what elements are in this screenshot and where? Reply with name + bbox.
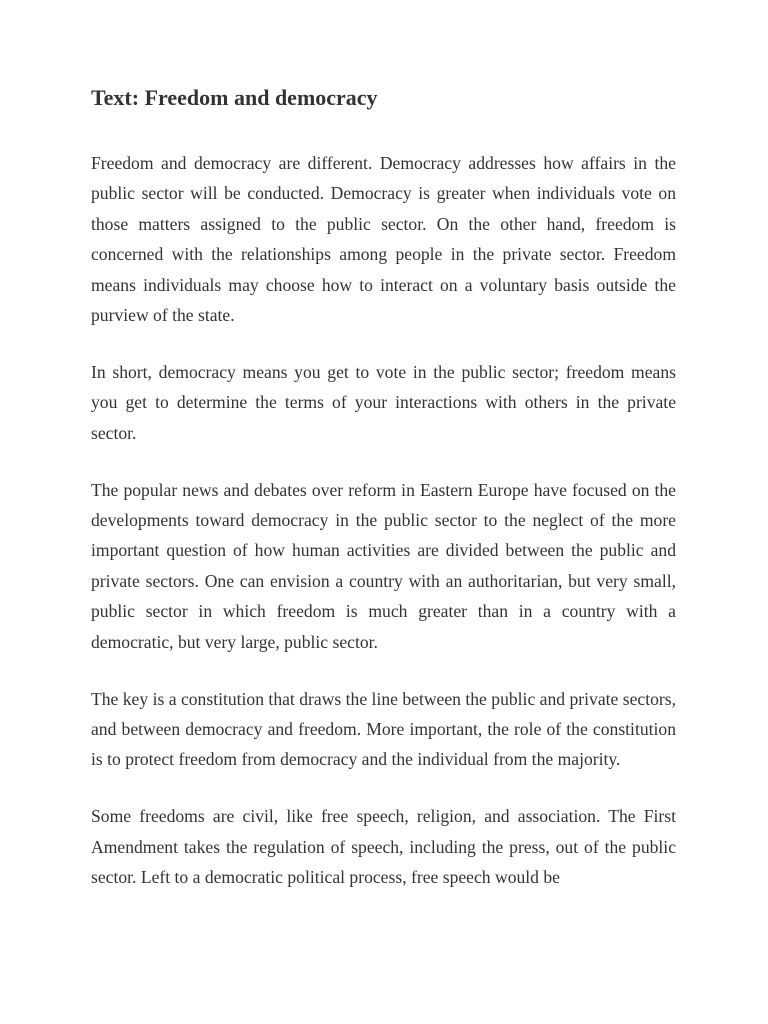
paragraph-2: In short, democracy means you get to vote in the public sector; freedom means you get to determine the terms of your interactions with others in the private sector. bbox=[91, 361, 676, 443]
paragraph-3: The popular news and debates over reform in Eastern Europe have focused on the developments toward democracy in the public sector to the neglect of the more important question of how human activities are divided between the public and private sectors. One can envision a country with an authoritarian, but very small, public sector in which freedom is much greater than in a country with a democratic, but very large, public sector. bbox=[91, 479, 676, 652]
paragraph-4: The key is a constitution that draws the line between the public and private sectors, and between democracy and freedom. More important, the role of the constitution is to protect freedom from democracy and the individual from the majority. bbox=[91, 688, 676, 770]
paragraph-5: Some freedoms are civil, like free speech, religion, and association. The First Amendment takes the regulation of speech, including the press, out of the public sector. Left to a democratic political process, free speech would be bbox=[91, 806, 676, 888]
document-title: Text: Freedom and democracy bbox=[91, 85, 378, 110]
paragraph-1: Freedom and democracy are different. Democracy addresses how affairs in the public sector will be conducted. Democracy is greater when individuals vote on those matters assigned to the public sector. On the other hand, freedom is concerned with the relationships among people in the private sector. Freedom means individuals may choose how to interact on a voluntary basis outside the purview of the state. bbox=[91, 153, 676, 326]
document-page bbox=[91, 82, 676, 919]
